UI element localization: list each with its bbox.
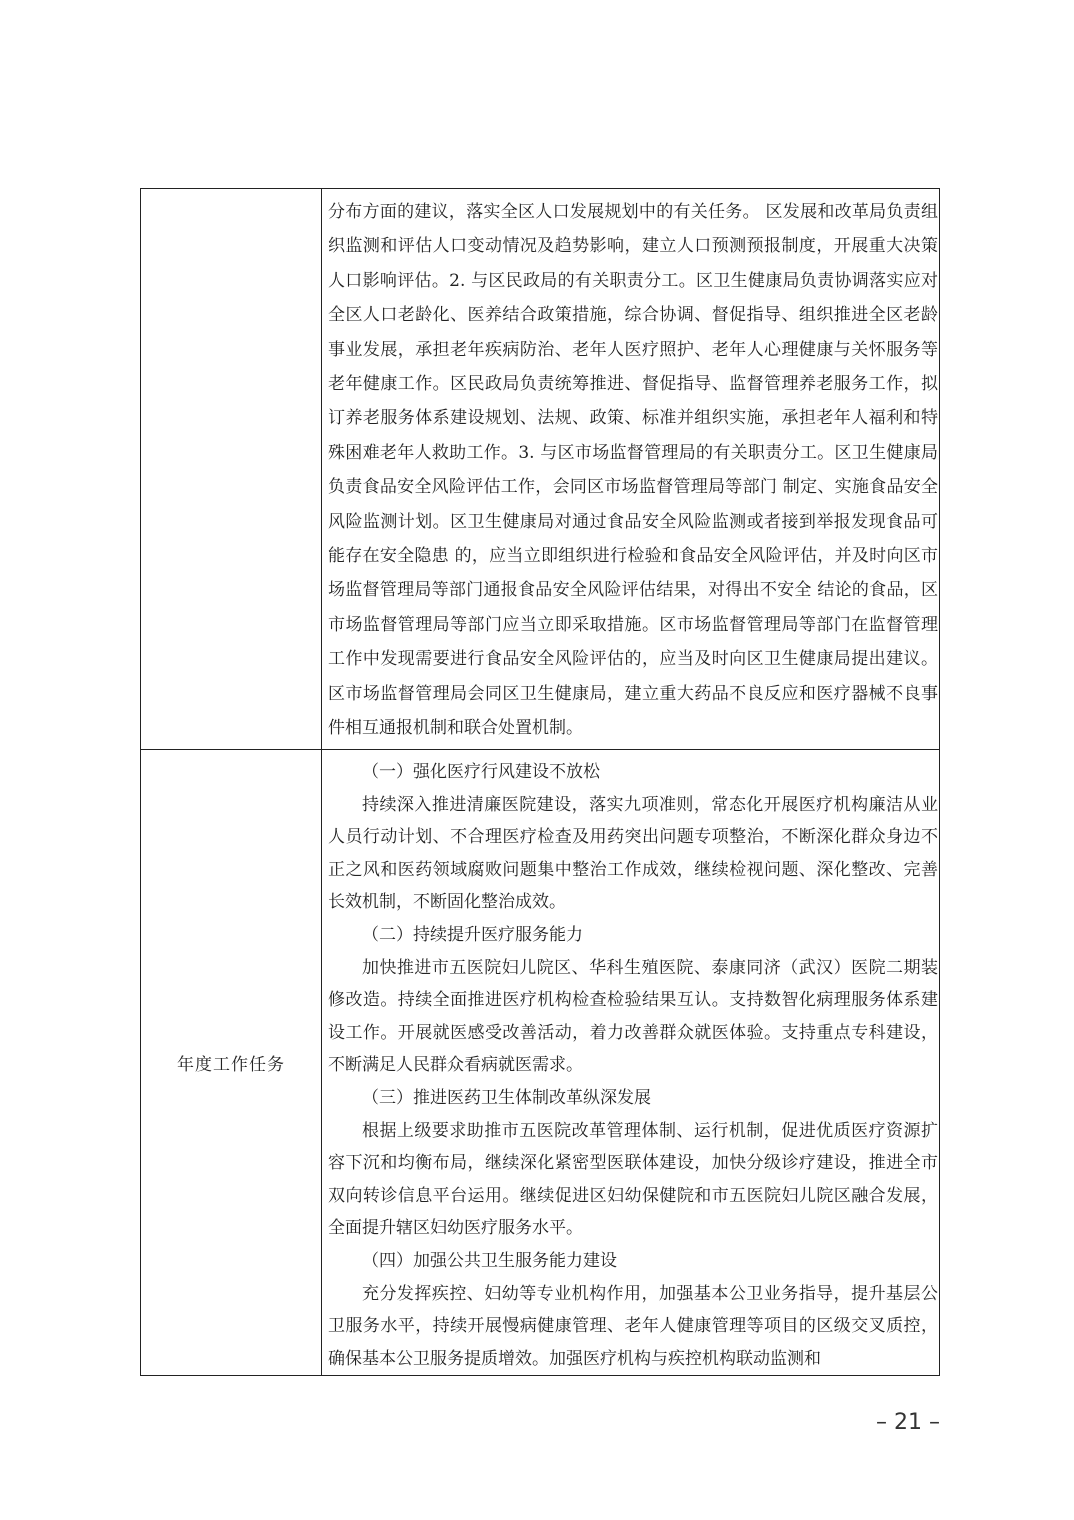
section-heading: （四）加强公共卫生服务能力建设 bbox=[362, 1250, 617, 1271]
annual-tasks-content-cell bbox=[322, 750, 940, 1376]
section-heading: （一）强化医疗行风建设不放松 bbox=[362, 762, 600, 782]
section-heading: （二）持续提升医疗服务能力 bbox=[362, 924, 583, 945]
duties-paragraph: 分布方面的建议，落实全区人口发展规划中的有关任务。 区发展和改革局负责组织监测和评估人口变动情况及趋势影响，建立人口预测预报制度，开展重大决策人口影响评估。2. 与区民政局的有关职责分工。区卫生健康局负责协调落实应对全区人口老龄化、医养结合政策措施，综合协调、督促指导、组织推进全区老龄事业发展，承担老年疾病防治、老年人医疗照护、老年人心理健康与关怀服务等老年健康工作。区民政局负责统筹推进、督促指导、监督管理养老服务工作，拟订养老服务体系建设规划、法规、政策、标准并组织实施，承担老年人福利和特殊困难老年人救助工作。3. 与区市场监督管理局的有关职责分工。区卫生健康局负责食品安全风险评估工作，会同区市场监督管理局等部门 制定、实施食品安全风险监测计划。区卫生健康局对通过食品安全风险监测或者接到举报发现食品可能存在安全隐患 的，应当立即组织进行检验和食品安全风险评估，并及时向区市 场监督管理局等部门通报食品安全风险评估结果，对得出不安全 结论的食品，区市场监督管理局等部门应当立即采取措施。区市场监督管理局等部门在监督管理工作中发现需要进行食品安全风险评估的，应当及时向区卫生健康局提出建议。区市场监督管理局会同区卫生健康局，建立重大药品不良反应和医疗器械不良事件相互通报机制和联合处置机制。 bbox=[328, 202, 938, 739]
row-label-annual-tasks: 年度工作任务 bbox=[141, 750, 322, 1376]
section-body: 充分发挥疾控、妇幼等专业机构作用，加强基本公卫业务指导，提升基层公卫服务水平，持续开展慢病健康管理、老年人健康管理等项目的区级交叉质控，确保基本公卫服务提质增效。加强医疗机构与疾控机构联动监测和 bbox=[328, 1283, 938, 1369]
section-heading: （三）推进医药卫生体制改革纵深发展 bbox=[362, 1087, 651, 1108]
row-label-empty bbox=[141, 189, 322, 750]
responsibility-table bbox=[140, 188, 940, 1376]
section-body: 加快推进市五医院妇儿院区、华科生殖医院、泰康同济（武汉）医院二期装修改造。持续全面推进医疗机构检查检验结果互认。支持数智化病理服务体系建设工作。开展就医感受改善活动，着力改善群众就医体验。支持重点专科建设，不断满足人民群众看病就医需求。 bbox=[328, 957, 938, 1076]
section-body: 根据上级要求助推市五医院改革管理体制、运行机制，促进优质医疗资源扩容下沉和均衡布局，继续深化紧密型医联体建设，加快分级诊疗建设，推进全市双向转诊信息平台运用。继续促进区妇幼保健院和市五医院妇儿院区融合发展，全面提升辖区妇幼医疗服务水平。 bbox=[328, 1120, 938, 1239]
table-row-duties bbox=[141, 189, 940, 750]
page-number: – 21 – bbox=[876, 1410, 940, 1435]
section-body: 持续深入推进清廉医院建设，落实九项准则，常态化开展医疗机构廉洁从业人员行动计划、不合理医疗检查及用药突出问题专项整治，不断深化群众身边不正之风和医药领域腐败问题集中整治工作成效，继续检视问题、深化整改、完善长效机制，不断固化整治成效。 bbox=[328, 794, 938, 913]
duties-content-cell bbox=[322, 189, 940, 750]
table-row-annual-tasks bbox=[141, 750, 940, 1376]
